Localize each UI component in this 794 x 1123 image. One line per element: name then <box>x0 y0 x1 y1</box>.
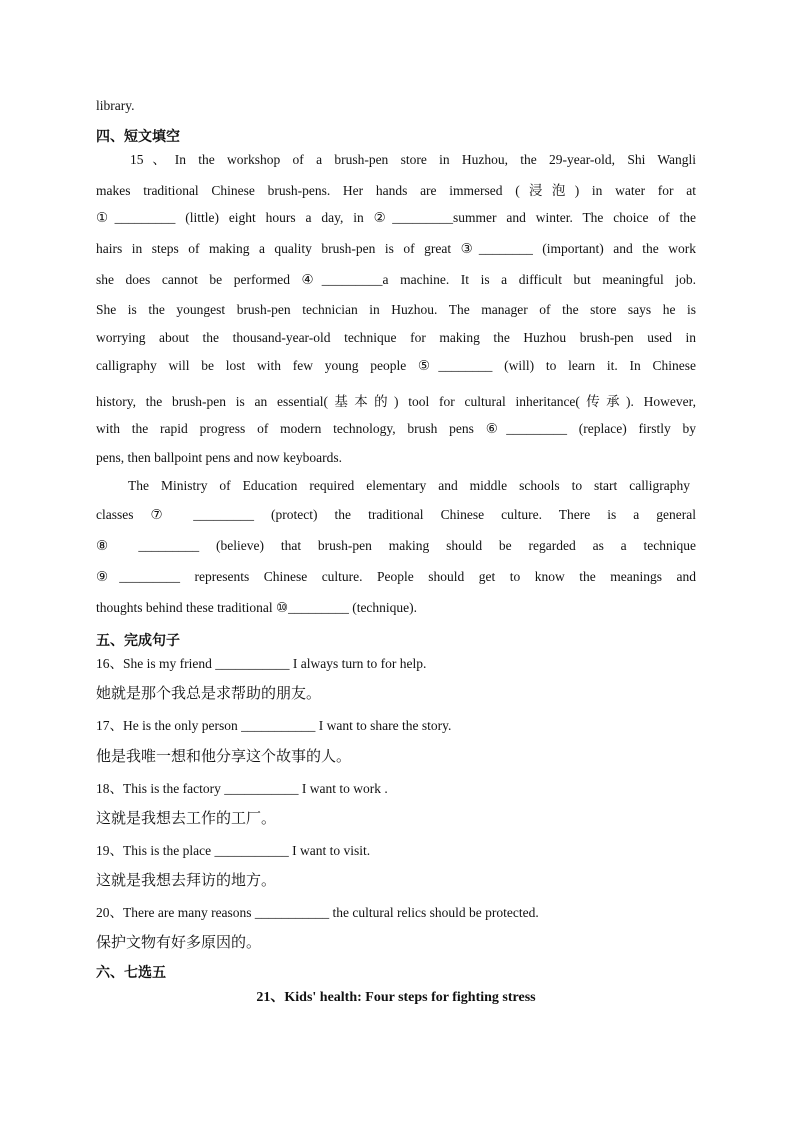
question-17-translation: 他是我唯一想和他分享这个故事的人。 <box>96 749 352 765</box>
passage-line: worrying about the thousand-year-old technique for making the Huzhou brush-pen used in <box>96 330 696 345</box>
passage-line: The Ministry of Education required elementary and middle schools to start calligraphy <box>128 478 690 493</box>
passage-line: pens, then ballpoint pens and now keyboards. <box>96 450 342 465</box>
question-16: 16、She is my friend ___________ I always turn to for help. <box>96 656 427 671</box>
question-20-translation: 保护文物有好多原因的。 <box>96 935 262 951</box>
question-18: 18、This is the factory ___________ I want to work . <box>96 781 388 796</box>
question-16-translation: 她就是那个我总是求帮助的朋友。 <box>96 686 322 702</box>
passage-line: makes traditional Chinese brush-pens. Her hands are immersed (浸泡) in water for at <box>96 183 696 198</box>
section-5-heading: 五、完成句子 <box>96 634 180 649</box>
passage-line: thoughts behind these traditional ⑩_________ (technique). <box>96 600 418 615</box>
passage-line: with the rapid progress of modern technology, brush pens ⑥_________ (replace) firstly by <box>96 421 696 436</box>
passage-line: 15、In the workshop of a brush-pen store in Huzhou, the 29-year-old, Shi Wangli <box>130 152 696 167</box>
passage-line: she does cannot be performed ④_________a machine. It is a difficult but meaningful job. <box>96 272 696 287</box>
passage-line: calligraphy will be lost with few young people ⑤________ (will) to learn it. In Chinese <box>96 358 696 373</box>
passage-line: classes ⑦ _________ (protect) the traditional Chinese culture. There is a general <box>96 507 696 522</box>
reading-title: 21、Kids' health: Four steps for fighting stress <box>256 990 536 1005</box>
section-6-heading: 六、七选五 <box>96 966 166 981</box>
question-19-translation: 这就是我想去拜访的地方。 <box>96 873 277 889</box>
question-19: 19、This is the place ___________ I want to visit. <box>96 843 371 858</box>
passage-line: history, the brush-pen is an essential(基本的) tool for cultural inheritance(传承). However, <box>96 394 696 409</box>
question-18-translation: 这就是我想去工作的工厂。 <box>96 811 277 827</box>
section-4-heading: 四、短文填空 <box>96 130 180 145</box>
continued-text: library. <box>96 98 135 113</box>
passage-line: ⑧ _________ (believe) that brush-pen making should be regarded as a technique <box>96 538 696 553</box>
passage-line: ①_________ (little) eight hours a day, in ②_________summer and winter. The choice of the <box>96 210 696 225</box>
passage-line: hairs in steps of making a quality brush-pen is of great ③________ (important) and the work <box>96 241 696 256</box>
question-17: 17、He is the only person ___________ I want to share the story. <box>96 718 452 733</box>
passage-line: ⑨_________ represents Chinese culture. People should get to know the meanings and <box>96 569 696 584</box>
passage-line: She is the youngest brush-pen technician in Huzhou. The manager of the store says he is <box>96 302 696 317</box>
question-20: 20、There are many reasons ___________ the cultural relics should be protected. <box>96 905 539 920</box>
